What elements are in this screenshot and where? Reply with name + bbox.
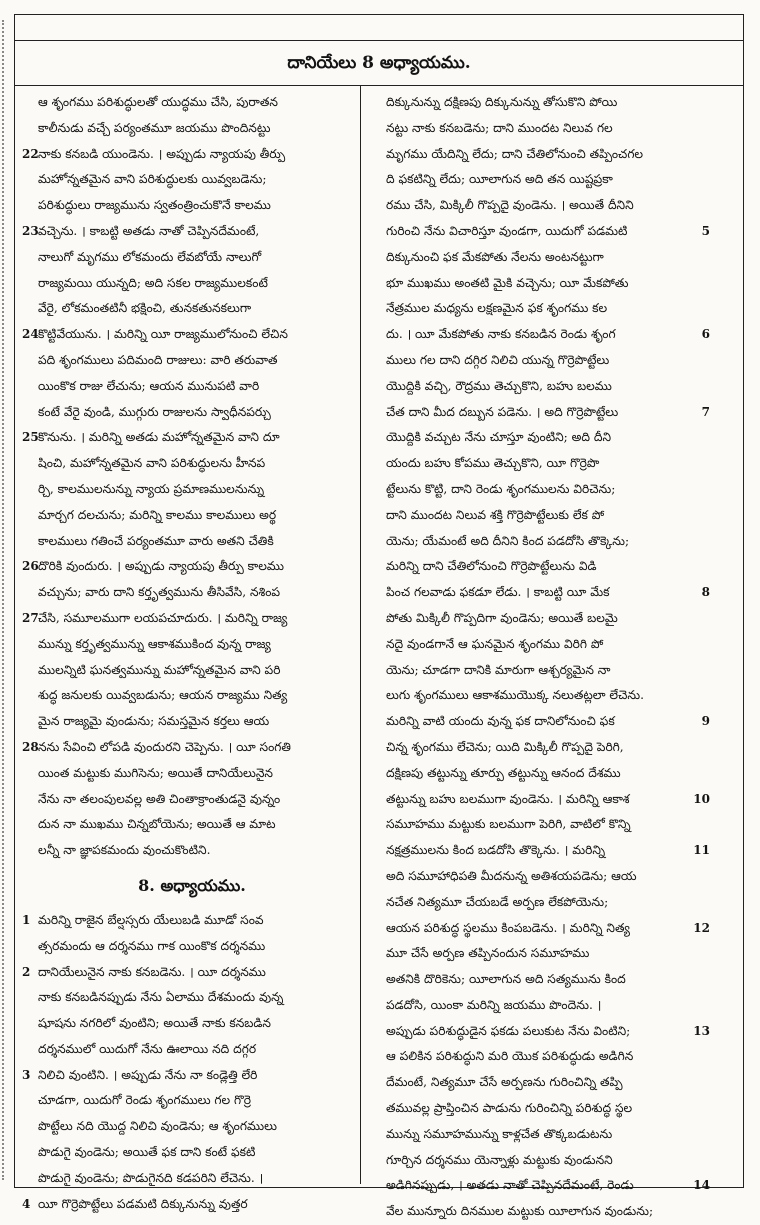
- left-column: [22, 90, 362, 1217]
- text-line: [370, 735, 710, 761]
- line-text: అడిగినప్పుడు, । అతడు నాతో చెప్పినదేమంటే, రెండు: [386, 1178, 634, 1193]
- line-text: ఆ పలికిన పరిశుద్ధుని మరి యొక పరిశుద్ధుడు అడిగిన: [386, 1049, 634, 1064]
- line-text: పడదోసి, యింకా మరిన్ని జయము పొందెను. ।: [386, 997, 602, 1012]
- text-line: [22, 116, 362, 142]
- line-text: దొరికి వుందురు. । అప్పుడు న్యాయపు తీర్పు కాలము: [38, 559, 285, 574]
- line-text: ములు గల దాని దగ్గిర నిలిచి యున్న గొర్రెపొట్టేలు: [386, 352, 610, 367]
- left-text-block-after: [22, 908, 362, 1218]
- verse-number: 12: [693, 920, 710, 935]
- text-line: [22, 296, 362, 322]
- line-text: నచేత నిత్యమూ చేయబడే అర్పణ లేకపోయెను;: [386, 894, 609, 909]
- line-text: దున నా ముఖము చిన్నబోయెను; అయితే ఆ మాట: [38, 817, 276, 832]
- text-line: [370, 683, 710, 709]
- line-text: అప్పుడు పరిశుద్ధుడైన ఫకడు పలుకుట నేను వింటిని;: [386, 1023, 631, 1038]
- line-text: చిన్న శృంగము లేచెను; యిది మిక్కిలీ గొప్పదై పెరిగి,: [386, 739, 624, 754]
- verse-number: 27: [22, 610, 39, 625]
- line-text: షించి, మహోన్నతమైన వాని పరిశుద్ధులను హీనప: [38, 456, 266, 471]
- text-line: [370, 787, 710, 813]
- text-line: [22, 271, 362, 297]
- text-line: [370, 425, 710, 451]
- text-line: [22, 985, 362, 1011]
- line-text: వేల మున్నూరు దినముల మట్టుకు యీలాగున వుండును;: [386, 1204, 654, 1219]
- line-text: పించ గలవాడు ఫకడూ లేడు. । కాబట్టి యీ మేక: [386, 585, 610, 600]
- line-text: కాలీనుడు వచ్చే పర్యంతమూ జయము పొందినట్టు: [38, 120, 271, 135]
- text-line: [370, 1070, 710, 1096]
- text-line: [22, 1192, 362, 1218]
- line-text: దక్షిణపు తట్టున్ను తూర్పు తట్టున్ను ఆనంద దేశము: [386, 765, 621, 780]
- text-line: [22, 142, 362, 168]
- line-text: మరిన్ని దాని చేతిలోనుంచి గొర్రెపొట్టేలును విడి: [386, 559, 597, 574]
- verse-number: 1: [22, 912, 31, 927]
- line-text: వచ్చును; వారు దాని కర్తృత్వమును తీసివేసి, నశింప: [38, 585, 281, 600]
- line-text: ములన్నిటి ఘనత్వమున్ను మహోన్నతమైన వాని పరి: [38, 662, 281, 677]
- line-text: చేసి, సమూలముగా లయపచూదురు. । మరిన్ని రాజ్య: [38, 610, 288, 625]
- verse-number: 8: [701, 585, 710, 600]
- text-line: [370, 503, 710, 529]
- verse-number: 2: [22, 964, 31, 979]
- line-text: ఆయన పరిశుద్ధ స్థలము కింపబడెను. । మరిన్ని నిత్య: [386, 920, 630, 935]
- text-line: [370, 477, 710, 503]
- line-text: దిక్కునుంచి ఫక మేకపోతు నేలను అంటనట్టుగా: [386, 249, 604, 264]
- line-text: దు. । యీ మేకపోతు నాకు కనబడిన రెండు శృంగ: [386, 327, 616, 342]
- right-text-block: [370, 90, 710, 1225]
- text-line: [370, 1044, 710, 1070]
- line-text: యింకొక రాజు లేచును; ఆయన మునుపటి వారి: [38, 378, 260, 393]
- line-text: సమూహము మట్టుకు బలముగా పెరిగి, వాటిలో కొన్ని: [386, 817, 631, 832]
- text-line: [370, 167, 710, 193]
- line-text: పొడుగై వుండెను; పొడుగైనది కడపరిని లేచెను. ।: [38, 1170, 264, 1185]
- verse-number: 3: [22, 1067, 31, 1082]
- text-line: [370, 709, 710, 735]
- text-line: [370, 374, 710, 400]
- text-line: [370, 142, 710, 168]
- line-text: కాలములు గతించే పర్యంతమూ వారు అతని చేతికి: [38, 533, 274, 548]
- text-line: [22, 322, 362, 348]
- line-text: మున్ను కర్తృత్వమున్ను ఆకాశముకింద వున్న రాజ్య: [38, 636, 271, 651]
- text-line: [22, 1011, 362, 1037]
- line-text: చూడగా, యిదుగో రెండు శృంగములు గల గొర్రె: [38, 1093, 251, 1108]
- line-text: నిలిచి వుంటిని. । అప్పుడు నేను నా కండ్లెత్తి లేరి: [38, 1067, 258, 1082]
- text-line: [370, 993, 710, 1019]
- text-line: [370, 1122, 710, 1148]
- line-text: కంటే వేరై వుండి, ముగ్గురు రాజులను స్వాధీనపర్చు: [38, 404, 271, 419]
- text-line: [22, 735, 362, 761]
- line-text: ర్చి, కాలములనున్ను న్యాయ ప్రమాణములనున్ను: [38, 481, 265, 496]
- line-text: రాజ్యమయి యున్నది; అది సకల రాజ్యములకంటే: [38, 275, 268, 290]
- line-text: దర్శనములో యిదుగో నేను ఊలాయి నది దగ్గర: [38, 1041, 257, 1056]
- line-text: నేను నా తలంపులవల్ల అతి చింతాక్రాంతుడనై వున్నం: [38, 791, 281, 806]
- text-line: [370, 451, 710, 477]
- text-line: [22, 934, 362, 960]
- text-line: [370, 193, 710, 219]
- line-text: యీ గొర్రెపొట్టేలు పడమటి దిక్కునున్ను వుత్తర: [38, 1196, 248, 1211]
- line-text: లుగు శృంగములు ఆకాశముయొక్క నలుతట్లలా లేచెను.: [386, 688, 644, 703]
- line-text: పొట్టేలు నది యొద్ద నిలిచి వుండెను; ఆ శృంగములు: [38, 1119, 277, 1134]
- verse-number: 28: [22, 739, 39, 754]
- right-column: [370, 90, 710, 1225]
- verse-number: 4: [22, 1196, 31, 1211]
- text-line: [22, 838, 362, 864]
- text-line: [22, 1114, 362, 1140]
- verse-number: 13: [693, 1023, 710, 1038]
- text-line: [22, 90, 362, 116]
- text-line: [370, 812, 710, 838]
- text-line: [370, 1148, 710, 1174]
- text-line: [22, 683, 362, 709]
- text-line: [370, 245, 710, 271]
- line-text: పొడుగై వుండెను; అయితే ఫక దాని కంటే ఫకటి: [38, 1145, 256, 1160]
- text-line: [22, 529, 362, 555]
- text-line: [22, 658, 362, 684]
- verse-number: 10: [693, 791, 710, 806]
- text-line: [22, 477, 362, 503]
- text-line: [22, 709, 362, 735]
- line-text: మార్చగ దలచును; మరిన్ని కాలము కాలములు అర్థ: [38, 507, 277, 522]
- text-line: [22, 908, 362, 934]
- page-edge-marks: [2, 20, 10, 1180]
- text-line: [370, 1019, 710, 1045]
- text-line: [22, 425, 362, 451]
- line-text: యందు బహు కోపము తెచ్చుకొని, యీ గొర్రెపొ: [386, 456, 600, 471]
- line-text: లన్నీ నా జ్ఞాపకమందు వుంచుకొంటిని.: [38, 843, 211, 858]
- text-line: [370, 529, 710, 555]
- text-line: [370, 322, 710, 348]
- text-line: [22, 787, 362, 813]
- line-text: భూ ముఖము అంతటి మైకి వచ్చెను; యీ మేకపోతు: [386, 275, 629, 290]
- text-line: [370, 632, 710, 658]
- line-text: మృగము యేదిన్ని లేదు; దాని చేతిలోనుంచి తప్పించగల: [386, 146, 644, 161]
- line-text: తమువల్ల ప్రాప్తించిన పాడును గురించిన్ని పరిశుద్ధ స్థల: [386, 1101, 633, 1116]
- verse-number: 6: [701, 327, 710, 342]
- line-text: రము చేసి, మిక్కిలీ గొప్పదై వుండెను. । అయితే దీనిని: [386, 198, 634, 213]
- text-line: [22, 374, 362, 400]
- text-line: [370, 606, 710, 632]
- line-text: యొద్దికి వచ్చుట నేను చూస్తూ వుంటిని; అది దీని: [386, 430, 612, 445]
- text-line: [22, 503, 362, 529]
- text-line: [22, 812, 362, 838]
- text-line: [22, 606, 362, 632]
- text-line: [22, 348, 362, 374]
- text-line: [22, 245, 362, 271]
- verse-number: 22: [22, 146, 39, 161]
- left-text-block-before: [22, 90, 362, 864]
- verse-number: 26: [22, 559, 39, 574]
- line-text: షూషను నగరిలో వుంటిని; అయితే నాకు కనబడిన: [38, 1016, 271, 1031]
- line-text: మరిన్ని రాజైన బేల్షస్సరు యేలుబడి మూడో సంవ: [38, 912, 264, 927]
- text-line: [22, 1140, 362, 1166]
- line-text: యొద్దికి వచ్చి, రౌద్రము తెచ్చుకొని, బహు బలము: [386, 378, 612, 393]
- text-line: [370, 116, 710, 142]
- line-text: ఆ శృంగము పరిశుద్ధులతో యుద్ధము చేసి, పురాతన: [38, 95, 278, 109]
- line-text: శుద్ధ జనులకు యివ్వబడును; ఆయన రాజ్యము నిత్య: [38, 688, 288, 703]
- text-line: [370, 271, 710, 297]
- verse-number: 25: [22, 430, 39, 445]
- line-text: నట్టు నాకు కనబడెను; దాని ముందట నిలువ గల: [386, 120, 613, 135]
- text-line: [370, 658, 710, 684]
- line-text: మరిన్ని వాటి యందు వున్న ఫక దానిలోనుంచి ఫక: [386, 714, 615, 729]
- line-text: నాకు కనబడి యుండెను. । అప్పుడు న్యాయపు తీర్పు: [38, 146, 286, 161]
- line-text: మహోన్నతమైన వాని పరిశుద్ధులకు యివ్వబడెను;: [38, 172, 267, 187]
- line-text: దేమంటే, నిత్యమూ చేసే అర్పణను గురించిన్ని తప్పి: [386, 1075, 623, 1090]
- text-line: [370, 580, 710, 606]
- line-text: నను సేవించి లోపడి వుందురని చెప్పెను. । యీ సంగతి: [38, 739, 291, 754]
- line-text: గురించి నేను విచారిస్తూ వుండగా, యిదుగో పడమటి: [386, 223, 628, 238]
- text-line: [22, 1166, 362, 1192]
- text-line: [370, 967, 710, 993]
- line-text: నేత్రముల మధ్యను లక్షణమైన ఫక శృంగము కల: [386, 301, 608, 316]
- text-line: [370, 1096, 710, 1122]
- text-line: [22, 554, 362, 580]
- verse-number: 7: [701, 404, 710, 419]
- text-line: [22, 451, 362, 477]
- text-line: [370, 296, 710, 322]
- text-line: [22, 632, 362, 658]
- line-text: యెను; యేమంటే అది దీనిని కింద పడదోసి తొక్కెను;: [386, 533, 630, 548]
- line-text: ది ఫకటిన్ని లేదు; యీలాగున అది తన యిష్టప్రకా: [386, 172, 613, 187]
- verse-number: 11: [693, 843, 710, 858]
- line-text: పోతు మిక్కిలీ గొప్పదిగా వుండెను; అయితే బలమై: [386, 610, 618, 625]
- text-line: [370, 1199, 710, 1225]
- text-line: [370, 1173, 710, 1199]
- text-line: [370, 554, 710, 580]
- line-text: మైన రాజ్యమై వుండును; సమస్తమైన కర్తలు ఆయ: [38, 714, 270, 729]
- verse-number: 23: [22, 223, 39, 238]
- text-line: [22, 167, 362, 193]
- line-text: వేరై, లోకమంతటినీ భక్షించి, తునకతునకలుగా: [38, 301, 252, 316]
- line-text: ట్టేలును కొట్టి, దాని రెండు శృంగములను విరిచెను;: [386, 481, 616, 496]
- text-line: [22, 219, 362, 245]
- line-text: నాలుగో మృగము లోకమందు లేవబోయే నాలుగో: [38, 249, 262, 264]
- text-line: [370, 761, 710, 787]
- line-text: కొట్టివేయును. । మరిన్ని యీ రాజ్యములోనుంచి లేచిన: [38, 327, 288, 342]
- text-line: [370, 348, 710, 374]
- line-text: పది శృంగములు పదిమంది రాజులు: వారి తరువాత: [38, 352, 278, 367]
- text-line: [370, 916, 710, 942]
- line-text: దాని ముందట నిలువ శక్తి గొర్రెపొట్టేలుకు లేక పో: [386, 507, 605, 522]
- line-text: చేత దాని మీద దబ్బున పడెను. । అది గొర్రెపొట్టేలు: [386, 404, 619, 419]
- text-line: [370, 864, 710, 890]
- line-text: యెను; చూడగా దానికి మారుగా ఆశ్చర్యమైన నా: [386, 662, 611, 677]
- line-text: నక్షత్రములను కింద బడదోసి తొక్కెను. । మరిన్ని: [386, 843, 606, 858]
- line-text: నాకు కనబడినప్పుడు నేను ఏలాము దేశమందు వున్న: [38, 990, 284, 1005]
- text-line: [22, 400, 362, 426]
- line-text: పరిశుద్ధులు రాజ్యమును స్వతంత్రించుకొనే కాలము: [38, 198, 271, 213]
- line-text: తట్టున్ను బహు బలముగా వుండెను. । మరిన్ని ఆకాశ: [386, 791, 630, 806]
- verse-number: 24: [22, 327, 39, 342]
- text-line: [22, 1063, 362, 1089]
- text-line: [370, 219, 710, 245]
- line-text: గూర్చిన దర్శనము యెన్నాళ్లు మట్టుకు వుండునని: [386, 1152, 613, 1167]
- text-line: [370, 890, 710, 916]
- text-line: [22, 761, 362, 787]
- line-text: యింత మట్టుకు ముగిసెను; అయితే దానియేలునైన: [38, 765, 273, 780]
- text-line: [22, 960, 362, 986]
- line-text: కొనును. । మరిన్ని అతడు మహోన్నతమైన వాని దూ: [38, 430, 280, 445]
- line-text: మున్ను సమూహమున్ను కాళ్లచేత తొక్కబడుటను: [386, 1126, 613, 1141]
- text-line: [370, 400, 710, 426]
- text-line: [22, 580, 362, 606]
- line-text: అది సమూహాధిపతి మీదనున్న అతిశయపడెను; ఆయ: [386, 868, 637, 883]
- line-text: మూ చేసే అర్పణ తప్పినందున సమూహము: [386, 946, 590, 961]
- page-header: [14, 40, 744, 86]
- verse-number: 9: [701, 714, 710, 729]
- verse-number: 14: [693, 1178, 710, 1193]
- text-line: [22, 1088, 362, 1114]
- line-text: అతనికి దొరికెను; యీలాగున అది సత్యమును కింద: [386, 972, 626, 987]
- text-line: [22, 193, 362, 219]
- line-text: దానియేలునైన నాకు కనబడెను. । యీ దర్శనము: [38, 964, 266, 979]
- text-line: [22, 1037, 362, 1063]
- page-title: దానియేలు 8 అధ్యాయము.: [287, 53, 471, 73]
- line-text: నదై వుండగానే ఆ ఘనమైన శృంగము విరిగి పో: [386, 636, 604, 651]
- chapter-heading: 8. అధ్యాయము.: [138, 875, 246, 895]
- line-text: వచ్చెను. । కాబట్టి అతడు నాతో చెప్పినదేమంటే,: [38, 223, 260, 238]
- line-text: దిక్కునున్ను దక్షిణపు దిక్కునున్ను తోసుకొని పోయి: [386, 95, 618, 109]
- verse-number: 5: [701, 223, 710, 238]
- line-text: త్సరమందు ఆ దర్శనము గాక యింకొక దర్శనము: [38, 938, 266, 953]
- text-line: [370, 838, 710, 864]
- text-line: [370, 941, 710, 967]
- text-line: [370, 90, 710, 116]
